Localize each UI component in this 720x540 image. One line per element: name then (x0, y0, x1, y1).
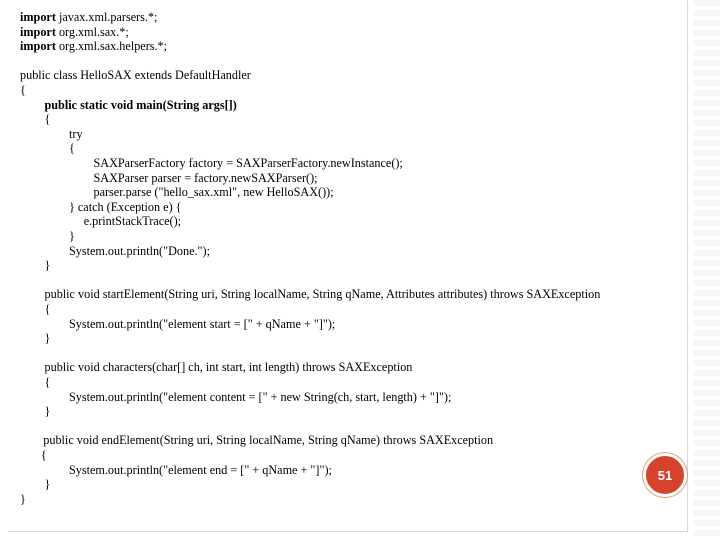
code-line: public class HelloSAX extends DefaultHandler (20, 68, 251, 83)
code-line: e.printStackTrace(); (83, 214, 182, 229)
code-line: public static void main(String args[]) (44, 97, 237, 112)
code-line: } (44, 477, 51, 492)
code-line: } (69, 229, 75, 243)
code-line: System.out.println("element content = [" + new String(ch, start, length) + "]"); (69, 389, 452, 404)
code-line: } (44, 258, 51, 273)
code-line: SAXParserFactory factory = SAXParserFactory.newInstance(); (93, 156, 403, 170)
code-line: parser.parse ("hello_sax.xml", new HelloSAX()); (93, 185, 334, 200)
code-line: System.out.println("Done."); (69, 243, 210, 258)
decorative-stripe (694, 0, 720, 540)
code-line: { (44, 375, 51, 389)
code-line: { (44, 112, 51, 127)
code-line: public void characters(char[] ch, int start, int length) throws SAXException (44, 360, 413, 375)
code-line: System.out.println("element end = [" + qName + "]"); (69, 462, 332, 477)
code-line: public void startElement(String uri, String localName, String qName, Attributes attributes) throws SAXException (44, 287, 601, 302)
code-line: import org.xml.sax.*; (20, 24, 129, 39)
code-line: import org.xml.sax.helpers.*; (20, 39, 168, 54)
code-line: } (20, 491, 26, 506)
code-line: } (44, 331, 51, 346)
code-line: SAXParser parser = factory.newSAXParser(); (93, 170, 318, 185)
code-line: } catch (Exception e) { (69, 199, 182, 214)
code-line: { (40, 448, 47, 462)
code-line: { (20, 83, 26, 97)
code-line: public void endElement(String uri, String localName, String qName) throws SAXException (43, 433, 494, 448)
code-line: { (44, 302, 51, 316)
code-line: import javax.xml.parsers.*; (20, 10, 158, 24)
code-line: try (69, 126, 83, 141)
page-number-badge: 51 (643, 453, 687, 497)
code-line: System.out.println("element start = [" + qName + "]"); (69, 316, 336, 331)
code-line: { (69, 141, 75, 156)
code-line: } (44, 404, 51, 419)
